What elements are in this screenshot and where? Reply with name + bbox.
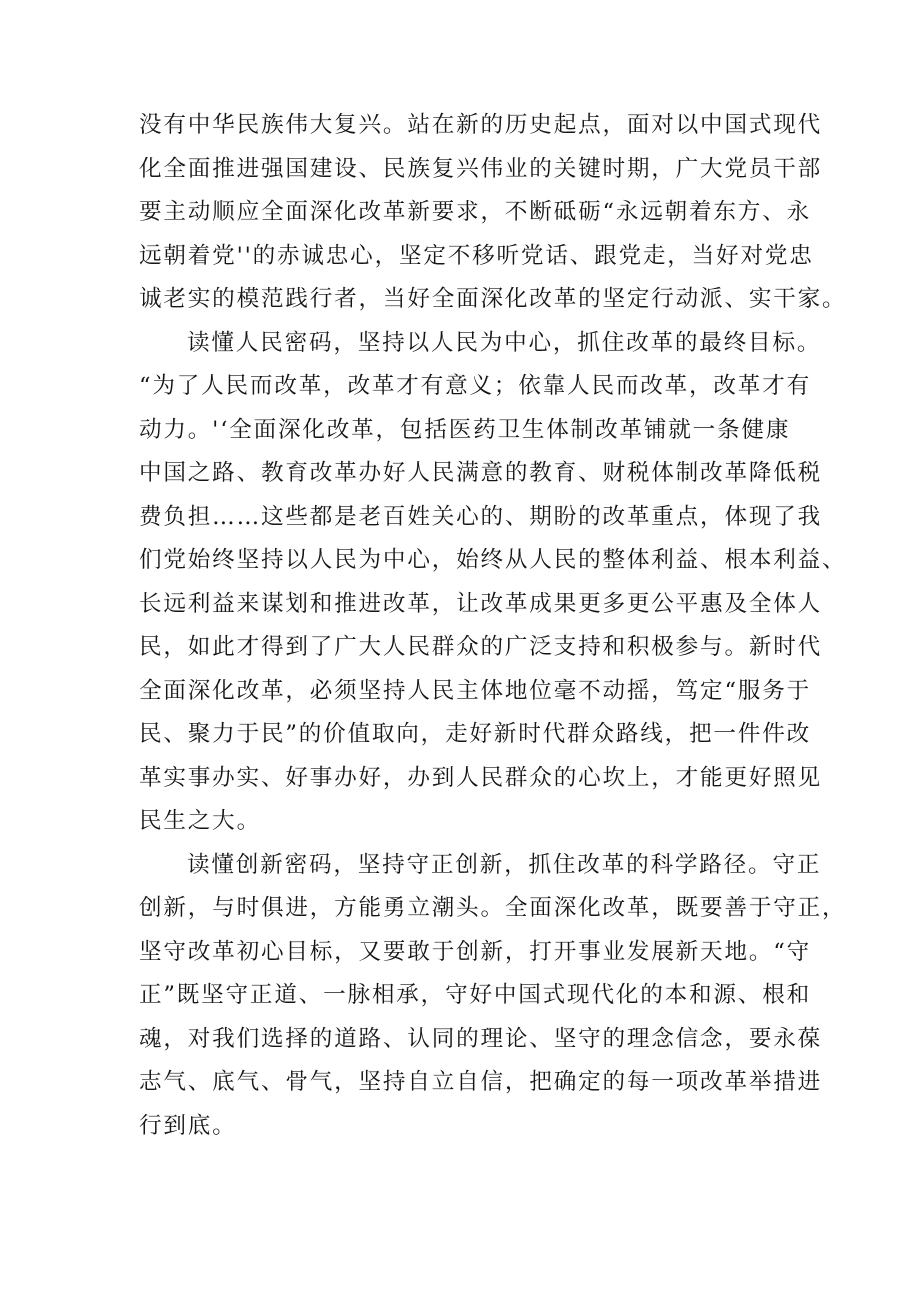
text-line: 正”既坚守正道、一脉相承，守好中国式现代化的本和源、根和 [139, 982, 811, 1008]
text-line: 坚守改革初心目标，又要敢于创新，打开事业发展新天地。“守 [139, 938, 811, 965]
text-line: 创新，与时俱进，方能勇立潮头。全面深化改革，既要善于守正， [139, 895, 847, 921]
text-line: 费负担……这些都是老百姓关心的、期盼的改革重点，体现了我 [139, 503, 823, 530]
text-line: 行到底。 [139, 1112, 237, 1139]
text-line: 们党始终坚持以人民为中心，始终从人民的整体利益、根本利益、 [139, 547, 847, 573]
text-line: 全面深化改革，必须坚持人民主体地位毫不动摇，笃定“服务于 [139, 677, 811, 704]
text-line: “为了人民而改革，改革才有意义；依靠人民而改革，改革才有 [139, 373, 811, 399]
text-line: 中国之路、教育改革办好人民满意的教育、财税体制改革降低税 [139, 460, 823, 486]
paragraph-1 [139, 104, 847, 322]
text-line: 志气、底气、骨气，坚持自立自信，把确定的每一项改革举措进 [139, 1069, 823, 1095]
text-line: 动力。'‘全面深化改革，包括医药卫生体制改革铺就一条健康 [139, 416, 791, 443]
text-line: 远朝着党''的赤诚忠心，坚定不移听党话、跟党走，当好对党忠 [139, 242, 814, 269]
text-line: 读懂创新密码，坚持守正创新，抓住改革的科学路径。守正 [187, 851, 822, 878]
text-line: 革实事办实、好事办好，办到人民群众的心坎上，才能更好照见 [139, 764, 823, 791]
paragraph-2 [139, 322, 847, 844]
text-line: 长远利益来谋划和推进改革，让改革成果更多更公平惠及全体人 [139, 590, 823, 617]
text-line: 要主动顺应全面深化改革新要求，不断砥砺“永远朝着东方、永 [139, 199, 811, 225]
text-line: 民生之大。 [139, 808, 261, 834]
body-text [139, 104, 847, 1148]
text-line: 魂，对我们选择的道路、认同的理论、坚守的理念信念，要永葆 [139, 1025, 823, 1052]
paragraph-3 [139, 844, 847, 1149]
text-line: 没有中华民族伟大复兴。站在新的历史起点，面对以中国式现代 [139, 112, 823, 138]
text-line: 读懂人民密码，坚持以人民为中心，抓住改革的最终目标。 [187, 329, 822, 356]
text-line: 民，如此才得到了广大人民群众的广泛支持和积极参与。新时代 [139, 634, 823, 660]
text-line: 诚老实的模范践行者，当好全面深化改革的坚定行动派、实干家。 [139, 286, 847, 312]
text-line: 化全面推进强国建设、民族复兴伟业的关键时期，广大党员干部 [139, 155, 823, 182]
text-line: 民、聚力于民”的价值取向，走好新时代群众路线，把一件件改 [139, 721, 811, 747]
